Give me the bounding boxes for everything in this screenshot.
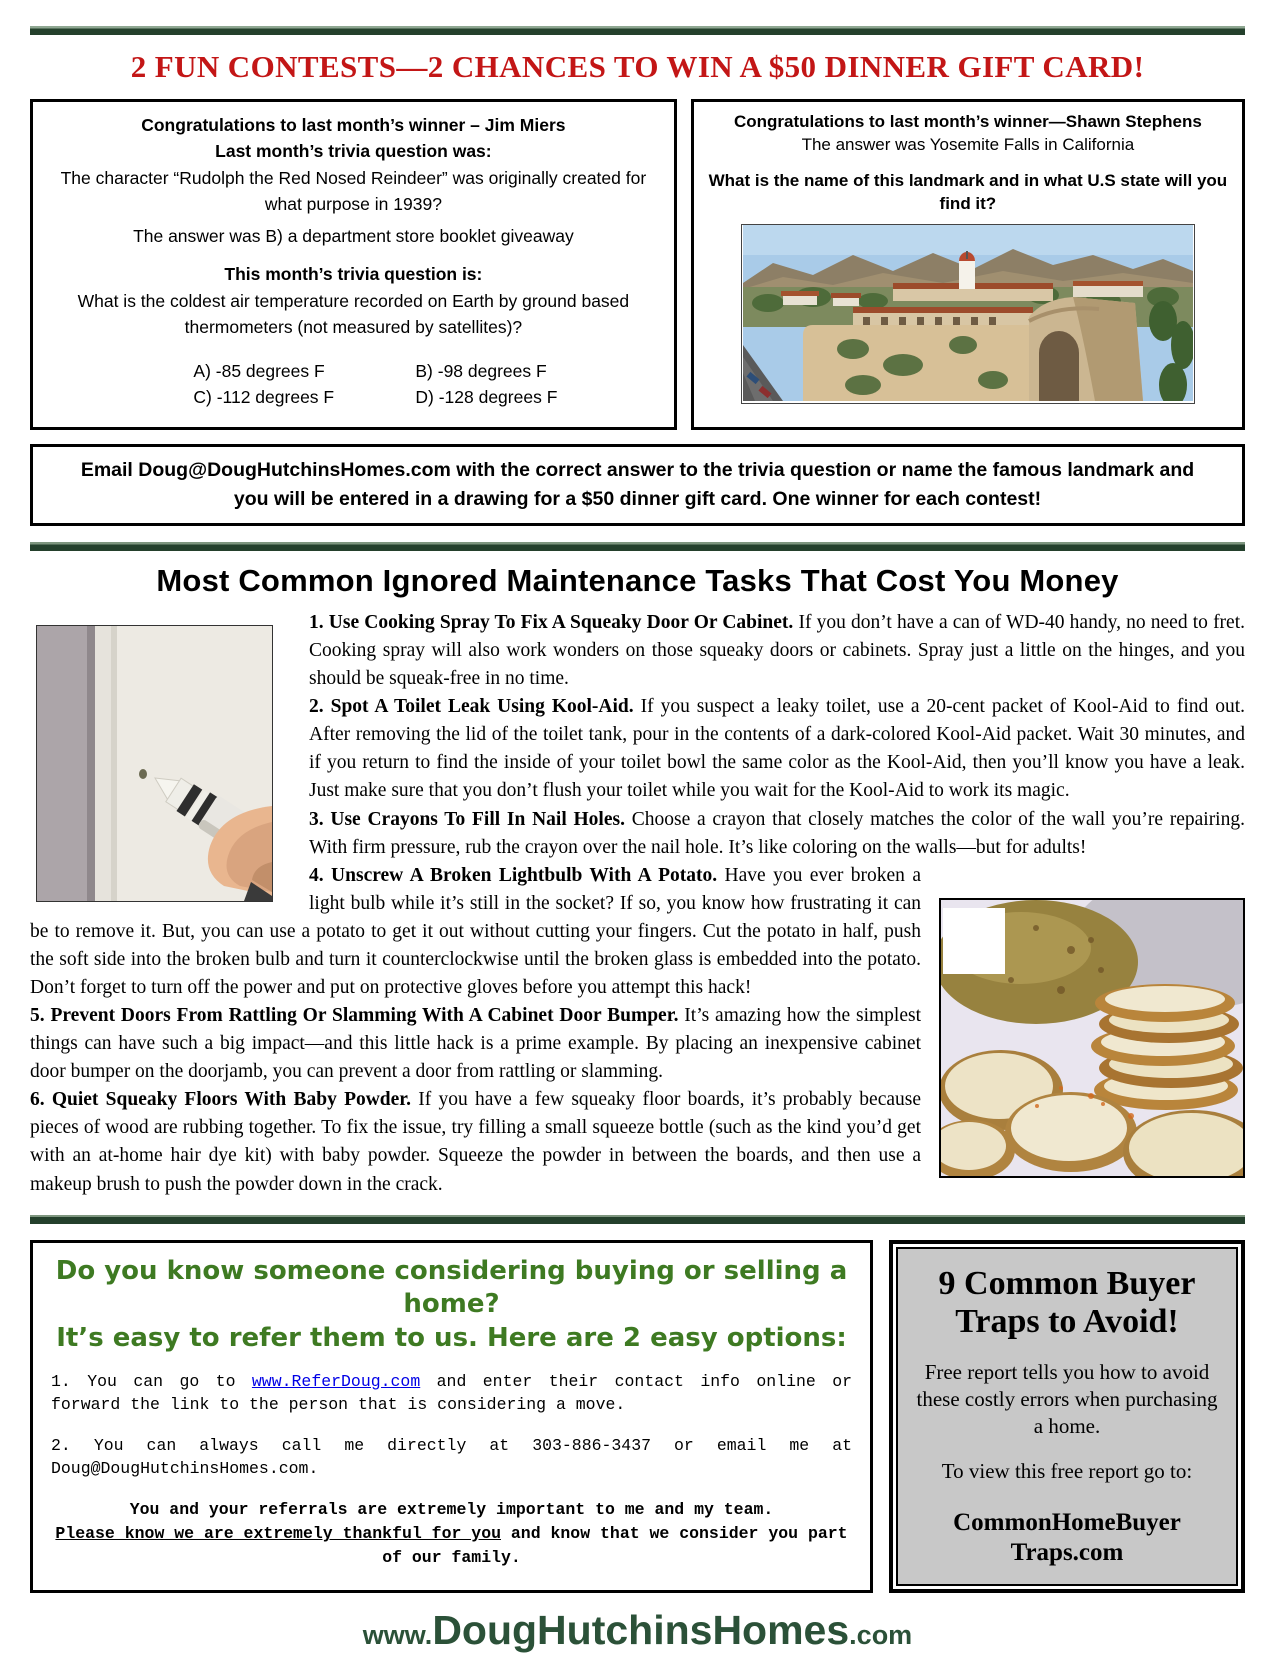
trivia-last-label: Last month’s trivia question was: (215, 141, 492, 162)
referral-box (30, 1240, 873, 1594)
buyer-traps-box (889, 1240, 1245, 1594)
item-body: Have you ever broken a light bulb while it’s still in the socket? If so, you know how frustrating it can be to remove it. But, you can use a potato to get it out without cutting your fingers. Cut the potato in half, push the soft side into the broken bulb and turn it counterclockwise until the broken glass is embedded into the potato. Don’t forget to turn off the power and put on protective gloves before you attempt this hack! (30, 864, 921, 999)
maintenance-title: Most Common Ignored Maintenance Tasks That Cost You Money (156, 563, 1119, 598)
bottom-section (30, 1240, 1245, 1594)
spacer (704, 157, 1232, 169)
landmark-question: What is the name of this landmark and in what U.S state will you find it? (708, 170, 1228, 214)
item-lead: 6. Quiet Squeaky Floors With Baby Powder. (30, 1089, 412, 1111)
stone-ruin (1029, 297, 1143, 401)
item-body: Choose a crayon that closely matches the color of the wall you’re repairing. With firm pressure, rub the crayon over the nail hole. It’s like coloring on the walls—but for adults! (309, 808, 1245, 858)
item-lead: 5. Prevent Doors From Rattling Or Slamming With A Cabinet Door Bumper. (30, 1005, 679, 1027)
buyer-traps-view-line: To view this free report go to: (941, 1459, 1193, 1484)
closing-rest: and know that we consider you part of our family. (382, 1524, 848, 1568)
item-lead: 2. Spot A Toilet Leak Using Kool-Aid. (309, 696, 634, 718)
contest-email-banner: Email Doug@DougHutchinsHomes.com with the correct answer to the trivia question or name the famous landmark and you will be entered in a drawing for a $50 dinner gift card. One winner for each contest! (30, 444, 1245, 527)
trivia-options (65, 358, 641, 411)
slice-stack (1091, 984, 1243, 1110)
item-body: If you suspect a leaky toilet, use a 20-cent packet of Kool-Aid to find out. After removing the lid of the toilet tank, pour in the contents of a dark-colored Kool-Aid packet. Wait 30 minutes, and if you return to find the inside of your toilet bowl the same color as the Kool-Aid, then you’ll know you have a leak. Just make sure that you don’t flush your toilet while you wait for the Kool-Aid to work its magic. (309, 696, 1245, 802)
option1-post: and enter their contact info online or forward the link to the person that is considering a move. (51, 1372, 852, 1415)
buyer-traps-site-line2: Traps.com (1010, 1539, 1124, 1567)
item-lead: 3. Use Crayons To Fill In Nail Holes. (309, 808, 625, 830)
crayon-nail-hole-photo (36, 625, 273, 902)
dome-church (959, 251, 975, 289)
footer-tld: .com (849, 1620, 913, 1651)
closing-line1: You and your referrals are extremely important to me and my team. (129, 1500, 774, 1520)
item-lead: 1. Use Cooking Spray To Fix A Squeaky Door Or Cabinet. (309, 612, 794, 633)
item-body: It’s amazing how the simplest things can have such a big impact—and this little hack is a prime example. By placing an inexpensive cabinet door bumper on the doorjamb, you can prevent a door from rattling or slamming. (30, 1005, 921, 1083)
trivia-last-answer: The answer was B) a department store booklet giveaway (133, 226, 574, 246)
footer-www: www. (362, 1620, 433, 1651)
item-body: If you have a few squeaky floor boards, it’s probably because pieces of wood are rubbing together. To fix the issue, try filling a small squeeze bottle (such as the kind you’d get with an at-home hair dye kit) with baby powder. Squeeze the powder in between the boards, and then use a makeup brush to push the powder down in the crack. (30, 1089, 922, 1195)
spacer (47, 249, 660, 261)
item-lead: 4. Unscrew A Broken Lightbulb With A Potato. (309, 864, 718, 886)
buyer-traps-inner (896, 1247, 1238, 1587)
trivia-option-c: C) -112 degrees F (193, 387, 335, 408)
referral-heading-line1: Do you know someone considering buying or selling a home? (55, 1255, 848, 1320)
trivia-option-b: B) -98 degrees F (415, 361, 547, 381)
trivia-winner-line: Congratulations to last month’s winner – Jim Miers (141, 115, 566, 135)
landmark-winner-line: Congratulations to last month’s winner—Shawn Stephens (733, 112, 1202, 131)
contest-section (30, 99, 1245, 430)
section-divider-bar (30, 542, 1245, 551)
footer-domain: DougHutchinsHomes (432, 1607, 850, 1654)
buyer-traps-title: 9 Common Buyer Traps to Avoid! (938, 1264, 1196, 1340)
maintenance-article (30, 609, 1245, 1199)
top-divider-bar (30, 26, 1245, 35)
bottom-divider-bar (30, 1215, 1245, 1224)
landmark-photo (741, 224, 1195, 404)
referral-heading-line2: It’s easy to refer them to us. Here are 2 easy options: (56, 1323, 847, 1354)
buyer-traps-site (910, 1508, 1224, 1568)
referral-heading (51, 1255, 852, 1356)
referral-option-1 (51, 1370, 852, 1416)
buyer-traps-site-line1: CommonHomeBuyer (953, 1509, 1181, 1537)
option1-pre: 1. You can go to (51, 1372, 252, 1392)
potato-slices-photo (939, 898, 1245, 1178)
item-body: If you don’t have a can of WD-40 handy, no need to fret. Cooking spray will also work wonders on those squeaky doors or cabinets. Spray just a little on the hinges, and you should be squeak-free in no time. (309, 612, 1245, 690)
footer-website (30, 1607, 1245, 1654)
trivia-contest-box (30, 99, 677, 430)
trivia-option-a: A) -85 degrees F (193, 361, 325, 381)
trivia-last-question: The character “Rudolph the Red Nosed Reindeer” was originally created for what purpose in 1939? (60, 167, 647, 214)
landmark-last-answer: The answer was Yosemite Falls in California (801, 135, 1135, 155)
closing-underlined: Please know we are extremely thankful for you (55, 1524, 501, 1544)
referral-option-2: 2. You can always call me directly at 303-886-3437 or email me at Doug@DougHutchinsHomes.com. (51, 1436, 852, 1479)
trivia-this-question: What is the coldest air temperature recorded on Earth by ground based thermometers (not measured by satellites)? (77, 290, 630, 337)
trivia-option-d: D) -128 degrees F (415, 387, 558, 408)
trivia-this-label: This month’s trivia question is: (224, 264, 483, 285)
contest-headline: 2 FUN CONTESTS—2 CHANCES TO WIN A $50 DINNER GIFT CARD! (130, 49, 1145, 84)
referral-closing (51, 1498, 852, 1570)
referdoug-link[interactable]: www.ReferDoug.com (251, 1372, 421, 1392)
buyer-traps-body: Free report tells you how to avoid these costly errors when purchasing a home. (916, 1359, 1218, 1438)
landmark-contest-box (691, 99, 1245, 430)
